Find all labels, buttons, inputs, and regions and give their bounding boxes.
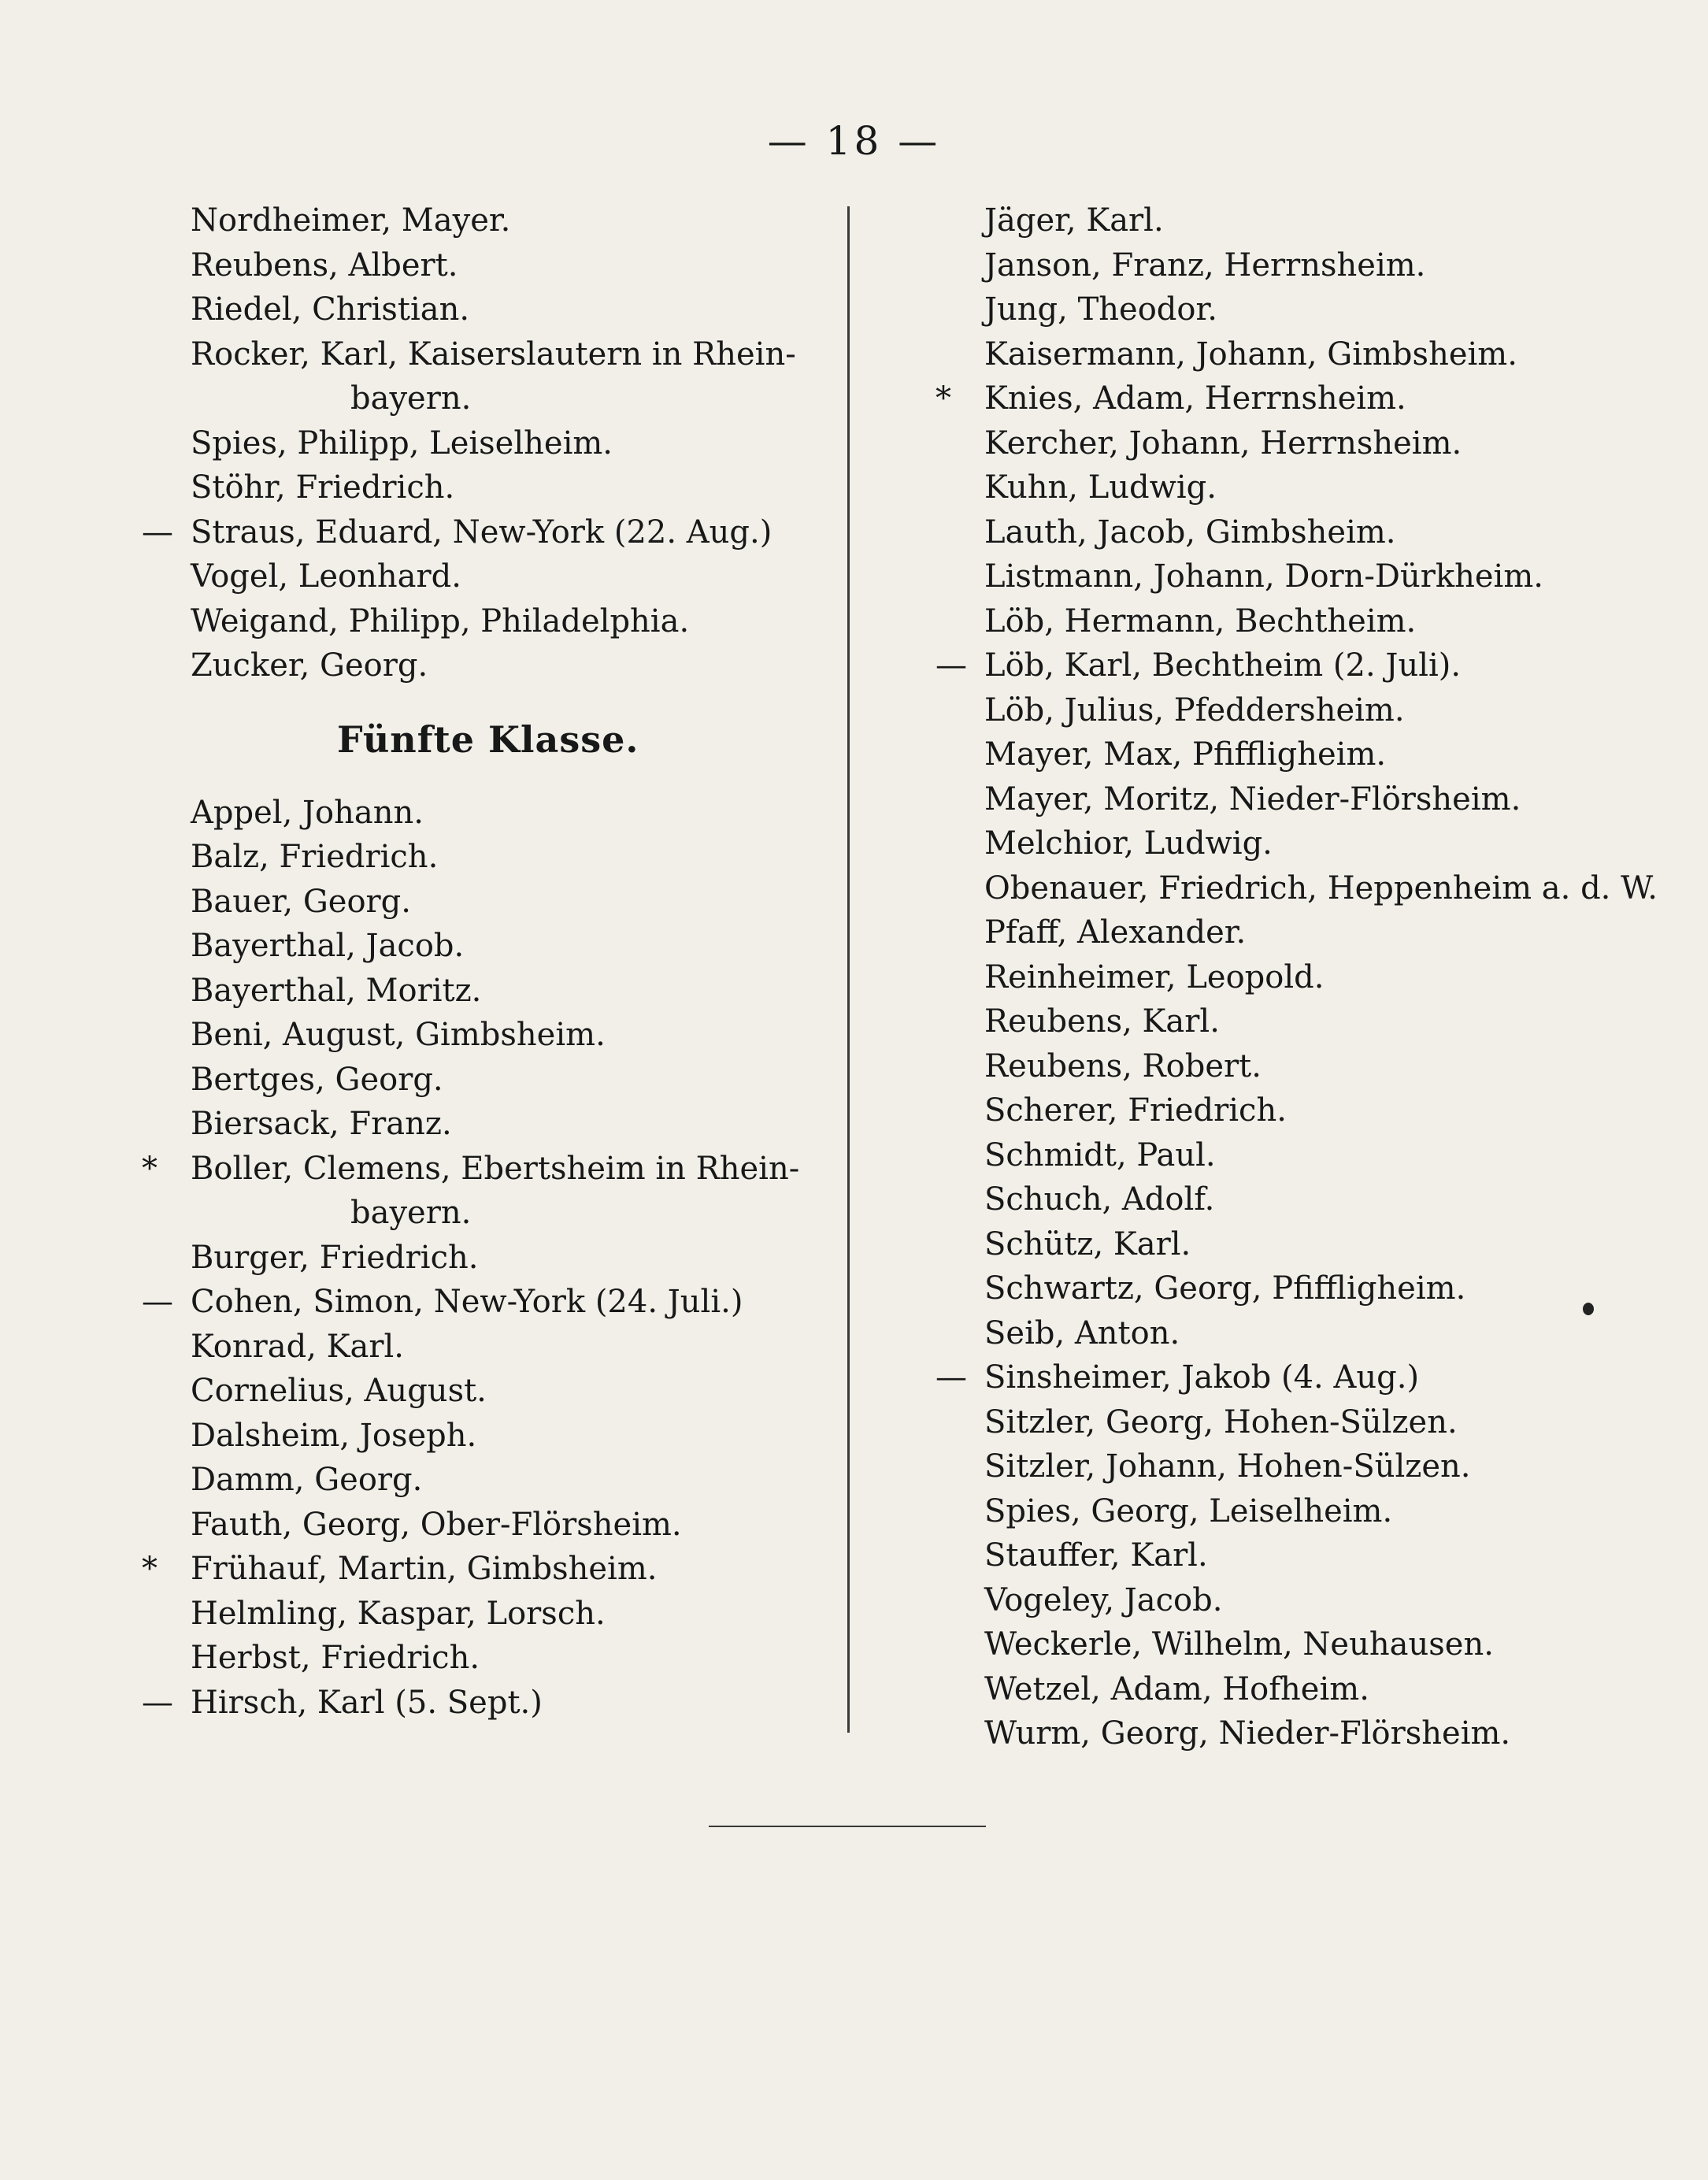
list-entry <box>936 732 1668 777</box>
list-entry <box>936 955 1668 1000</box>
entry-text: Schwartz, Georg, Pfiffligheim. <box>984 1270 1466 1307</box>
entry-text: Weckerle, Wilhelm, Neuhausen. <box>984 1626 1494 1663</box>
entry-text: Herbst, Friedrich. <box>191 1640 480 1676</box>
entry-text: Riedel, Christian. <box>191 291 470 328</box>
list-entry <box>936 1222 1668 1267</box>
entry-text: Cohen, Simon, New-York (24. Juli.) <box>191 1284 743 1320</box>
entry-text: bayern. <box>350 380 472 417</box>
entry-text: Straus, Eduard, New-York (22. Aug.) <box>191 513 772 551</box>
entry-text: Konrad, Karl. <box>191 1328 405 1365</box>
list-entry <box>936 910 1668 955</box>
entry-text: Scherer, Friedrich. <box>984 1092 1287 1129</box>
entry-text: Damm, Georg. <box>191 1462 423 1498</box>
entry-mark: * <box>142 1150 157 1187</box>
entry-continuation <box>142 1191 835 1236</box>
list-entry <box>142 1414 835 1459</box>
list-entry <box>142 465 835 510</box>
entry-text: Janson, Franz, Herrnsheim. <box>984 247 1426 284</box>
entry-text: Sinsheimer, Jakob (4. Aug.) <box>984 1359 1420 1396</box>
entry-text: Sitzler, Georg, Hohen-Sülzen. <box>984 1403 1458 1440</box>
entry-text: Stöhr, Friedrich. <box>191 469 455 506</box>
list-entry <box>142 1280 835 1325</box>
entry-text: Jäger, Karl. <box>984 202 1164 239</box>
right-column <box>936 198 1668 1756</box>
footer-rule <box>709 1826 986 1827</box>
entry-text: Bayerthal, Jacob. <box>191 928 465 964</box>
list-entry <box>142 643 835 688</box>
list-entry <box>936 1578 1668 1623</box>
list-entry <box>936 1711 1668 1756</box>
entry-mark: — <box>936 1359 967 1396</box>
entry-text: Helmling, Kaspar, Lorsch. <box>191 1595 606 1632</box>
entry-text: bayern. <box>350 1195 472 1231</box>
section-heading: Fünfte Klasse. <box>337 717 639 761</box>
list-entry <box>142 969 835 1014</box>
list-entry <box>142 243 835 288</box>
entry-text: Boller, Clemens, Ebertsheim in Rhein- <box>191 1150 800 1187</box>
left-entries-bottom <box>142 791 835 1726</box>
entry-text: Nordheimer, Mayer. <box>191 202 511 239</box>
list-entry <box>936 510 1668 555</box>
list-entry <box>936 821 1668 866</box>
list-entry <box>936 599 1668 644</box>
entry-text: Löb, Karl, Bechtheim (2. Juli). <box>984 647 1462 684</box>
entry-text: Pfaff, Alexander. <box>984 914 1247 951</box>
list-entry <box>936 198 1668 243</box>
entry-mark: — <box>936 647 967 684</box>
entry-text: Cornelius, August. <box>191 1373 487 1409</box>
column-divider <box>847 206 850 1733</box>
list-entry <box>936 1533 1668 1578</box>
list-entry <box>142 1681 835 1726</box>
list-entry <box>142 1013 835 1058</box>
entry-text: Vogeley, Jacob. <box>984 1581 1223 1618</box>
entry-mark: — <box>142 1284 173 1320</box>
list-entry <box>142 880 835 925</box>
list-entry <box>142 1458 835 1503</box>
entry-text: Bayerthal, Moritz. <box>191 972 482 1009</box>
entry-text: Reubens, Karl. <box>984 1003 1220 1040</box>
entry-text: Spies, Georg, Leiselheim. <box>984 1492 1393 1529</box>
entry-text: Kaisermann, Johann, Gimbsheim. <box>984 336 1517 373</box>
list-entry <box>142 791 835 836</box>
list-entry <box>142 1547 835 1592</box>
list-entry <box>142 1369 835 1414</box>
entry-text: Lauth, Jacob, Gimbsheim. <box>984 513 1396 551</box>
list-entry <box>936 1444 1668 1489</box>
list-entry <box>936 1177 1668 1222</box>
entry-text: Frühauf, Martin, Gimbsheim. <box>191 1551 658 1587</box>
list-entry <box>142 835 835 880</box>
entry-text: Melchior, Ludwig. <box>984 825 1273 862</box>
list-entry <box>936 287 1668 332</box>
entry-mark: — <box>142 1684 173 1721</box>
entry-text: Fauth, Georg, Ober-Flörsheim. <box>191 1506 682 1543</box>
entry-text: Mayer, Moritz, Nieder-Flörsheim. <box>984 780 1521 818</box>
entry-continuation <box>142 376 835 421</box>
list-entry <box>936 554 1668 599</box>
list-entry <box>142 198 835 243</box>
entry-text: Weigand, Philipp, Philadelphia. <box>191 602 690 640</box>
right-entries <box>936 198 1668 1756</box>
entry-text: Schuch, Adolf. <box>984 1181 1215 1218</box>
list-entry <box>142 332 835 377</box>
entry-text: Beni, August, Gimbsheim. <box>191 1017 606 1053</box>
left-entries-top <box>142 198 835 688</box>
left-column <box>142 198 835 1725</box>
entry-text: Obenauer, Friedrich, Heppenheim a. d. W. <box>984 869 1658 906</box>
entry-text: Appel, Johann. <box>191 794 424 831</box>
entry-text: Knies, Adam, Herrnsheim. <box>984 380 1406 417</box>
entry-text: Kuhn, Ludwig. <box>984 469 1217 506</box>
entry-text: Burger, Friedrich. <box>191 1239 479 1276</box>
list-entry <box>936 1133 1668 1178</box>
entry-text: Löb, Julius, Pfeddersheim. <box>984 691 1405 729</box>
entry-text: Bauer, Georg. <box>191 883 411 920</box>
list-entry <box>936 866 1668 911</box>
entry-text: Balz, Friedrich. <box>191 839 439 875</box>
entry-text: Löb, Hermann, Bechtheim. <box>984 602 1417 640</box>
entry-text: Spies, Philipp, Leiselheim. <box>191 425 613 462</box>
list-entry <box>936 1400 1668 1445</box>
entry-text: Zucker, Georg. <box>191 647 428 684</box>
list-entry <box>142 1058 835 1103</box>
list-entry <box>936 465 1668 510</box>
entry-text: Sitzler, Johann, Hohen-Sülzen. <box>984 1448 1471 1485</box>
list-entry <box>936 1266 1668 1311</box>
list-entry <box>936 643 1668 688</box>
page-number: — 18 — <box>767 118 941 164</box>
list-entry <box>936 421 1668 466</box>
list-entry <box>936 332 1668 377</box>
entry-mark: * <box>936 380 951 417</box>
entry-mark: — <box>142 513 173 551</box>
entry-text: Seib, Anton. <box>984 1314 1180 1351</box>
entry-text: Reubens, Albert. <box>191 247 458 284</box>
entry-text: Schütz, Karl. <box>984 1225 1191 1262</box>
list-entry <box>936 777 1668 822</box>
entry-text: Wurm, Georg, Nieder-Flörsheim. <box>984 1715 1511 1752</box>
list-entry <box>936 1489 1668 1534</box>
entry-text: Reinheimer, Leopold. <box>984 958 1325 995</box>
entry-text: Kercher, Johann, Herrnsheim. <box>984 425 1462 462</box>
list-entry <box>936 1622 1668 1667</box>
entry-text: Jung, Theodor. <box>984 291 1217 328</box>
list-entry <box>142 1236 835 1281</box>
list-entry <box>936 1088 1668 1133</box>
list-entry <box>936 376 1668 421</box>
entry-text: Mayer, Max, Pfiffligheim. <box>984 736 1387 773</box>
entry-text: Rocker, Karl, Kaiserslautern in Rhein- <box>191 336 796 373</box>
entry-text: Dalsheim, Joseph. <box>191 1417 477 1454</box>
list-entry <box>936 1667 1668 1712</box>
list-entry <box>142 924 835 969</box>
list-entry <box>936 1044 1668 1089</box>
list-entry <box>142 1325 835 1370</box>
entry-text: Reubens, Robert. <box>984 1047 1262 1084</box>
list-entry <box>142 599 835 644</box>
list-entry <box>936 243 1668 288</box>
list-entry <box>936 1311 1668 1356</box>
entry-text: Biersack, Franz. <box>191 1106 452 1142</box>
list-entry <box>142 287 835 332</box>
ink-speck <box>1583 1303 1594 1315</box>
entry-text: Stauffer, Karl. <box>984 1537 1208 1574</box>
entry-mark: * <box>142 1551 157 1587</box>
list-entry <box>142 510 835 555</box>
entry-text: Vogel, Leonhard. <box>191 558 461 595</box>
entry-text: Listmann, Johann, Dorn-Dürkheim. <box>984 558 1543 595</box>
entry-text: Hirsch, Karl (5. Sept.) <box>191 1684 543 1721</box>
list-entry <box>142 1592 835 1637</box>
list-entry <box>936 688 1668 733</box>
list-entry <box>142 1147 835 1192</box>
list-entry <box>936 999 1668 1044</box>
list-entry <box>142 1503 835 1548</box>
list-entry <box>142 1102 835 1147</box>
list-entry <box>936 1355 1668 1400</box>
list-entry <box>142 421 835 466</box>
entry-text: Schmidt, Paul. <box>984 1136 1216 1173</box>
section-gap <box>142 759 835 791</box>
entry-text: Wetzel, Adam, Hofheim. <box>984 1670 1369 1707</box>
list-entry <box>142 1636 835 1681</box>
list-entry <box>142 554 835 599</box>
entry-text: Bertges, Georg. <box>191 1061 443 1098</box>
